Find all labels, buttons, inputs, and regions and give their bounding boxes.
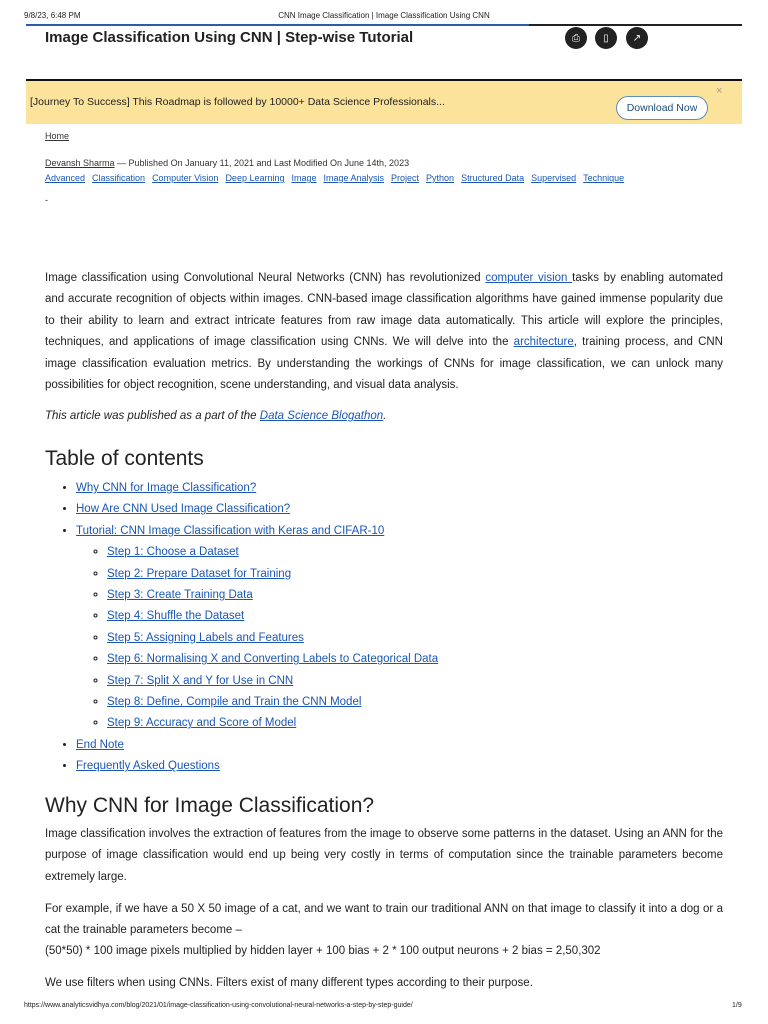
tag-link[interactable]: Project [391, 173, 420, 183]
author-link[interactable]: Devansh Sharma [45, 158, 115, 168]
close-icon[interactable]: × [716, 85, 723, 97]
toc-sublink[interactable]: Step 2: Prepare Dataset for Training [107, 567, 292, 580]
text: , training process, and CNN image classification evaluation metrics. By understanding the workings of CNNs for image classification, we can unlock many possibilities for object recognition, scene understanding, and visual data analysis. [45, 336, 723, 392]
toc-sublink[interactable]: Step 1: Choose a Dataset [107, 546, 239, 559]
text: . [383, 410, 387, 422]
download-now-button[interactable]: Download Now [616, 96, 708, 120]
print-page-title: CNN Image Classification | Image Classification Using CNN [278, 11, 490, 20]
tag-link[interactable]: Deep Learning [225, 173, 285, 183]
intro-paragraph [45, 268, 723, 396]
toc-link[interactable]: How Are CNN Used Image Classification? [76, 503, 291, 516]
bookmark-icon[interactable]: ▯ [595, 27, 617, 49]
toc-sublink[interactable]: Step 7: Split X and Y for Use in CNN [107, 674, 294, 687]
breadcrumb-home[interactable]: Home [45, 131, 70, 141]
tag-link[interactable]: Image [291, 173, 317, 183]
page-number: 1/9 [732, 1002, 742, 1009]
tag-link[interactable]: Computer Vision [152, 173, 219, 183]
tag-link[interactable]: Structured Data [461, 173, 525, 183]
paragraph: We use filters when using CNNs. Filters exist of many different types according to their purpose. [45, 977, 533, 989]
print-url: https://www.analyticsvidhya.com/blog/2021/01/image-classification-using-convolutional-neural-networks-a-step-by-step-guide/ [24, 1002, 413, 1009]
toc-link[interactable]: Frequently Asked Questions [76, 760, 220, 773]
blogathon-note [45, 406, 723, 427]
toc-link[interactable]: Why CNN for Image Classification? [76, 482, 257, 494]
tag-list [45, 173, 631, 183]
tag-link[interactable]: Image Analysis [323, 173, 385, 183]
toc-sublink[interactable]: Step 9: Accuracy and Score of Model [107, 717, 297, 730]
banner-text: [Journey To Success] This Roadmap is followed by 10000+ Data Science Professionals... [30, 96, 445, 108]
tag-link[interactable]: Supervised [531, 173, 577, 183]
toc-link[interactable]: Tutorial: CNN Image Classification with Keras and CIFAR-10 [76, 524, 385, 537]
tag-link[interactable]: Classification [92, 173, 146, 183]
toc-sublink[interactable]: Step 3: Create Training Data [107, 589, 253, 602]
article-meta [45, 158, 409, 168]
table-of-contents [76, 478, 438, 778]
separator-dot: - [45, 195, 48, 205]
toc-heading: Table of contents [45, 447, 204, 470]
text: tasks by enabling automated and accurate recognition of objects within images. CNN-based image classification algorithms have gained immense popularity due to their ability to learn and extract intricate features from raw image data automatically. This article will explore the principles, techniques, and applications of image classification using CNNs. We will delve into the [45, 272, 724, 349]
tag-link[interactable]: Technique [583, 173, 625, 183]
section-heading: Why CNN for Image Classification? [45, 794, 375, 817]
formula-line: (50*50) * 100 image pixels multiplied by hidden layer + 100 bias + 2 * 100 output neurons + 2 bias = 2,50,302 [45, 945, 601, 957]
text: This article was published as a part of the [45, 410, 260, 422]
toc-sublink[interactable]: Step 5: Assigning Labels and Features [107, 631, 304, 644]
blogathon-link[interactable]: Data Science Blogathon [259, 410, 384, 422]
paragraph: For example, if we have a 50 X 50 image of a cat, and we want to train our traditional ANN on that image to classify it into a dog or a cat the trainable parameters become – [45, 903, 723, 937]
share-icon[interactable]: ↗ [626, 27, 648, 49]
toc-link[interactable]: End Note [76, 738, 124, 751]
print-timestamp: 9/8/23, 6:48 PM [24, 11, 81, 20]
paragraph: Image classification involves the extraction of features from the image to observe some patterns in the dataset. Using an ANN for the purpose of image classification would end up being very costly in terms of computation since the trainable parameters become extremely large. [45, 828, 723, 883]
toc-sublink[interactable]: Step 6: Normalising X and Converting Labels to Categorical Data [107, 653, 439, 666]
pdf-download-icon[interactable]: ⎙ [565, 27, 587, 49]
promo-banner [26, 79, 742, 124]
toc-sublink[interactable]: Step 8: Define, Compile and Train the CNN Model [107, 696, 362, 709]
tag-link[interactable]: Python [426, 173, 455, 183]
tag-link[interactable]: Advanced [45, 173, 86, 183]
toc-sublink[interactable]: Step 4: Shuffle the Dataset [107, 610, 245, 623]
computer-vision-link[interactable]: computer vision [485, 272, 573, 284]
architecture-link[interactable]: architecture [513, 336, 574, 349]
publish-info: — Published On January 11, 2021 and Last Modified On June 14th, 2023 [114, 158, 410, 168]
article-title: Image Classification Using CNN | Step-wise Tutorial [45, 29, 414, 46]
reading-progress-bar [26, 24, 742, 26]
text: Image classification using Convolutional Neural Networks (CNN) has revolutionized [45, 272, 486, 284]
